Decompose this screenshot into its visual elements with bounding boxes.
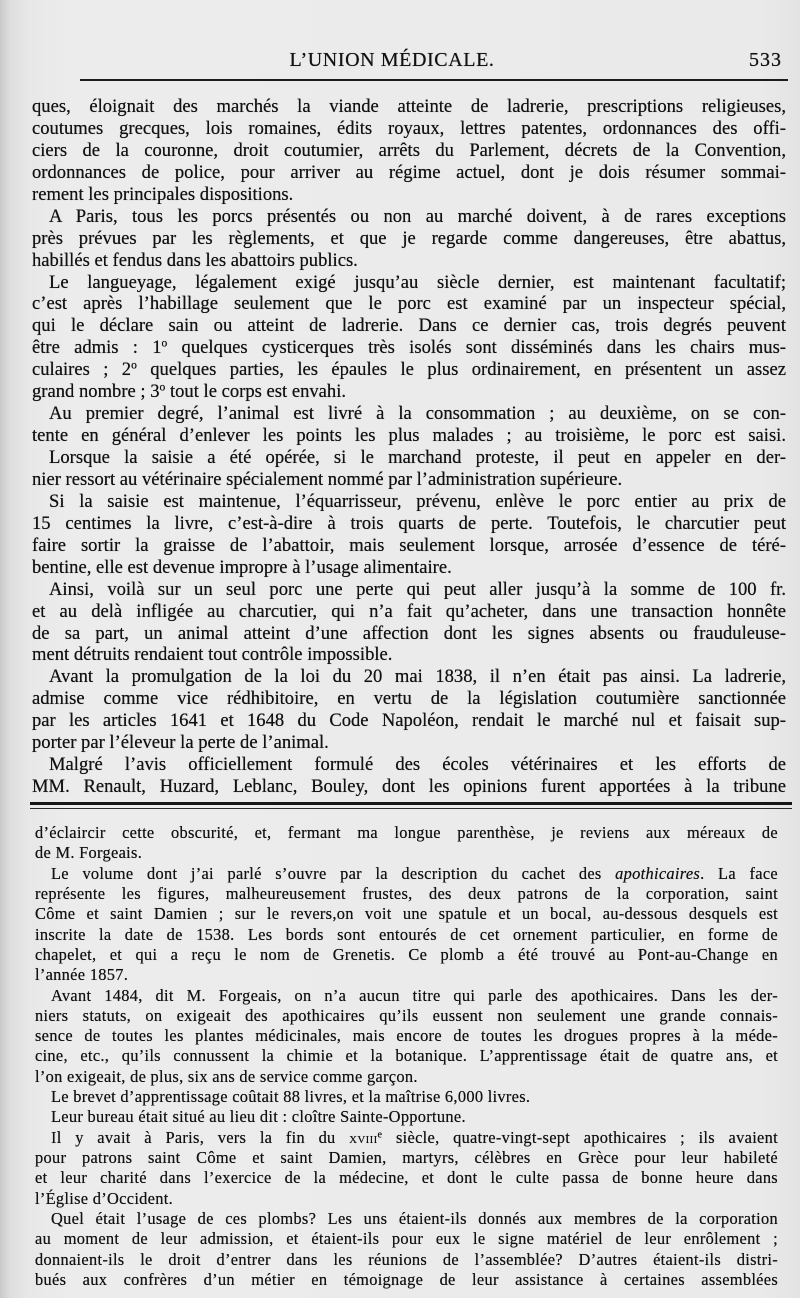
text-line: et au delà infligée au charcutier, qui n’a fait qu’acheter, dans une transaction honnête bbox=[32, 600, 786, 622]
text-segment: grand nombre ; 3 bbox=[32, 381, 160, 403]
paragraph bbox=[35, 864, 778, 986]
text-line: inscrite la date de 1538. Les bords sont entourés de cet ornement particulier, en forme de bbox=[35, 924, 778, 944]
paragraph bbox=[35, 1209, 778, 1290]
text-segment: Le volume dont j’ai parlé s’ouvre par la description du cachet des bbox=[51, 863, 616, 883]
text-segment: être admis : 1 bbox=[32, 337, 162, 359]
text-line: pour patrons saint Côme et saint Damien, martyrs, célèbres en Grèce pour leur habileté bbox=[35, 1148, 778, 1167]
text-line: Au premier degré, l’animal est livré à la consommation ; au deuxième, on se con- bbox=[49, 403, 786, 425]
text-line: l’on exigeait, de plus, six ans de service comme garçon. bbox=[35, 1066, 418, 1086]
ordinal-superscript: o bbox=[159, 381, 166, 394]
century-numeral: xviii bbox=[349, 1127, 378, 1147]
text-line: Lorsque la saisie a été opérée, si le marchand proteste, il peut en appeler en der- bbox=[49, 447, 786, 468]
text-line: rement les principales dispositions. bbox=[32, 183, 294, 205]
paragraph bbox=[32, 579, 786, 667]
text-line: l’Église d’Occident. bbox=[35, 1188, 173, 1208]
paragraph bbox=[32, 403, 786, 447]
text-line: Leur bureau était situé au lieu dit : cloître Sainte-Opportune. bbox=[51, 1107, 466, 1127]
paragraph bbox=[32, 206, 786, 272]
text-line: coutumes grecques, lois romaines, édits royaux, lettres patentes, ordonnances des offi- bbox=[32, 117, 786, 139]
section-separator-rule bbox=[30, 802, 792, 805]
text-line: ordonnances de police, pour arriver au régime actuel, dont je dois résumer sommai- bbox=[32, 161, 786, 183]
text-line: qui le déclare sain ou atteint de ladrerie. Dans ce dernier cas, trois degrés peuvent bbox=[32, 315, 786, 337]
text-line bbox=[35, 864, 778, 884]
text-line: c’est après l’habillage seulement que le porc est examiné par un inspecteur spécial, bbox=[32, 293, 786, 315]
text-line: Quel était l’usage de ces plombs? Les uns étaient-ils donnés aux membres de la corporation bbox=[51, 1208, 778, 1228]
page-number: 533 bbox=[749, 49, 782, 71]
text-segment: siècle, quatre-vingt-sept apothicaires ; ils avaient bbox=[382, 1127, 778, 1147]
text-line: de M. Forgeais. bbox=[35, 843, 143, 863]
text-line bbox=[35, 1128, 778, 1148]
text-line: représente les figures, malheureusement frustes, des deux patrons de la corporation, saint bbox=[35, 883, 778, 903]
text-line: de sa part, un animal atteint d’une affection dont les signes absents ou frauduleuse- bbox=[32, 622, 786, 644]
text-line: chapelet, et qui a reçu le nom de Grenetis. Ce plomb a été trouvé au Pont-au-Change en bbox=[35, 944, 778, 964]
paragraph bbox=[32, 272, 786, 404]
text-line: donnaient-ils le droit d’entrer dans les réunions de l’assemblée? D’autres étaient-ils distri- bbox=[35, 1249, 778, 1269]
text-segment: tout le corps est envahi. bbox=[165, 381, 347, 403]
ordinal-superscript: o bbox=[161, 337, 168, 350]
text-line: bués aux confrères d’un métier en témoignage de leur assistance à certaines assemblées bbox=[35, 1269, 778, 1289]
text-line: près prévues par les règlements, et que je regarde comme dangereuses, être abattus, bbox=[32, 227, 786, 249]
text-line: faire sortir la graisse de l’abattoir, mais seulement lorsque, arrosée d’essence de téré- bbox=[32, 534, 786, 556]
text-line: bentine, elle est devenue impropre à l’usage alimentaire. bbox=[32, 556, 452, 578]
text-segment: culaires ; 2 bbox=[32, 359, 132, 381]
header-rule bbox=[80, 79, 788, 81]
text-line: Côme et saint Damien ; sur le revers,on voit une spatule et un bocal, au-dessous desquels est bbox=[35, 904, 778, 924]
text-line: et leur charité dans l’exercice de la médecine, et dont le culte passa de bonne heure dans bbox=[35, 1168, 778, 1188]
text-line: niers statuts, on exigeait des apothicaires qu’ils eussent non seulement une grande connais- bbox=[35, 1005, 778, 1025]
paragraph bbox=[32, 491, 786, 579]
text-line: tente en général d’enlever les points les plus malades ; au troisième, le porc est saisi. bbox=[32, 425, 786, 447]
text-line: cine, etc., qu’ils connussent la chimie et la botanique. L’apprentissage était de quatre ans, et bbox=[35, 1046, 778, 1066]
paragraph bbox=[32, 447, 786, 491]
text-line: Ainsi, voilà sur un seul porc une perte qui peut aller jusqu’à la somme de 100 fr. bbox=[49, 578, 786, 600]
text-line: Le brevet d’apprentissage coûtait 88 livres, et la maîtrise 6,000 livres. bbox=[51, 1087, 531, 1107]
text-line: ques, éloignait des marchés la viande atteinte de ladrerie, prescriptions religieuses, bbox=[32, 96, 786, 117]
text-segment: Il y avait à Paris, vers la fin du bbox=[51, 1127, 350, 1147]
text-segment: . La face bbox=[700, 863, 778, 883]
ordinal-superscript: e bbox=[377, 1129, 383, 1141]
text-line: admise comme vice rédhibitoire, en vertu de la législation coutumière sanctionnée bbox=[32, 688, 786, 710]
text-line: nier ressort au vétérinaire spécialement nommé par l’administration supérieure. bbox=[32, 468, 623, 490]
text-segment: quelques cysticerques très isolés sont disséminés dans les chairs mus- bbox=[167, 337, 786, 359]
text-line bbox=[32, 337, 786, 359]
paragraph bbox=[35, 1107, 778, 1127]
text-line: sence de toutes les plantes médicinales, mais encore de toutes les drogues propres à la méde- bbox=[35, 1026, 778, 1046]
ordinal-superscript: o bbox=[131, 359, 137, 372]
text-line: A Paris, tous les porcs présentés ou non au marché doivent, à de rares exceptions bbox=[49, 205, 786, 227]
text-line: Si la saisie est maintenue, l’équarrisseur, prévenu, enlève le porc entier au prix de bbox=[49, 490, 786, 512]
text-line bbox=[32, 381, 786, 403]
text-line: porter par l’éleveur la perte de l’animal. bbox=[32, 732, 329, 754]
text-line: par les articles 1641 et 1648 du Code Napoléon, rendait le marché nul et faisait sup- bbox=[32, 710, 786, 732]
text-line: ciers de la couronne, droit coutumier, arrêts du Parlement, décrets de la Convention, bbox=[32, 139, 786, 161]
paragraph bbox=[32, 96, 786, 206]
text-line: l’année 1857. bbox=[35, 965, 129, 985]
text-line: habillés et fendus dans les abattoirs publics. bbox=[32, 249, 358, 271]
paragraph bbox=[35, 823, 778, 864]
text-line: Avant 1484, dit M. Forgeais, on n’a aucun titre qui parle des apothicaires. Dans les der- bbox=[51, 985, 778, 1005]
paragraph bbox=[32, 666, 786, 754]
italic-term: apothicaires bbox=[615, 863, 701, 883]
text-line: Malgré l’avis officiellement formulé des écoles vétérinaires et les efforts de bbox=[49, 754, 786, 776]
text-line: d’éclaircir cette obscurité, et, fermant ma longue parenthèse, je reviens aux méreaux de bbox=[35, 823, 778, 842]
text-line bbox=[32, 359, 786, 381]
running-title: L’UNION MÉDICALE. bbox=[289, 49, 495, 71]
paragraph bbox=[32, 754, 786, 798]
text-line: Le langueyage, légalement exigé jusqu’au siècle dernier, est maintenant facultatif; bbox=[49, 271, 786, 293]
text-line: Avant la promulgation de la loi du 20 mai 1838, il n’en était pas ainsi. La ladrerie, bbox=[49, 666, 786, 688]
paragraph bbox=[35, 1087, 778, 1107]
paragraph bbox=[35, 1128, 778, 1209]
paragraph bbox=[35, 986, 778, 1088]
feuilleton-column bbox=[35, 823, 778, 1290]
text-segment: quelques parties, les épaules le plus ordinairement, en présentent un assez bbox=[136, 359, 787, 381]
text-line: 15 centimes la livre, c’est-à-dire à trois quarts de perte. Toutefois, le charcutier peut bbox=[32, 512, 786, 534]
section-separator-rule bbox=[30, 808, 792, 809]
article-column bbox=[32, 96, 786, 798]
text-line: ment détruits rendaient tout contrôle impossible. bbox=[32, 644, 393, 666]
text-line: au moment de leur admission, et étaient-ils pour eux le signe matériel de leur enrôlement ; bbox=[35, 1229, 778, 1249]
text-line: MM. Renault, Huzard, Leblanc, Bouley, dont les opinions furent apportées à la tribune bbox=[32, 776, 786, 798]
